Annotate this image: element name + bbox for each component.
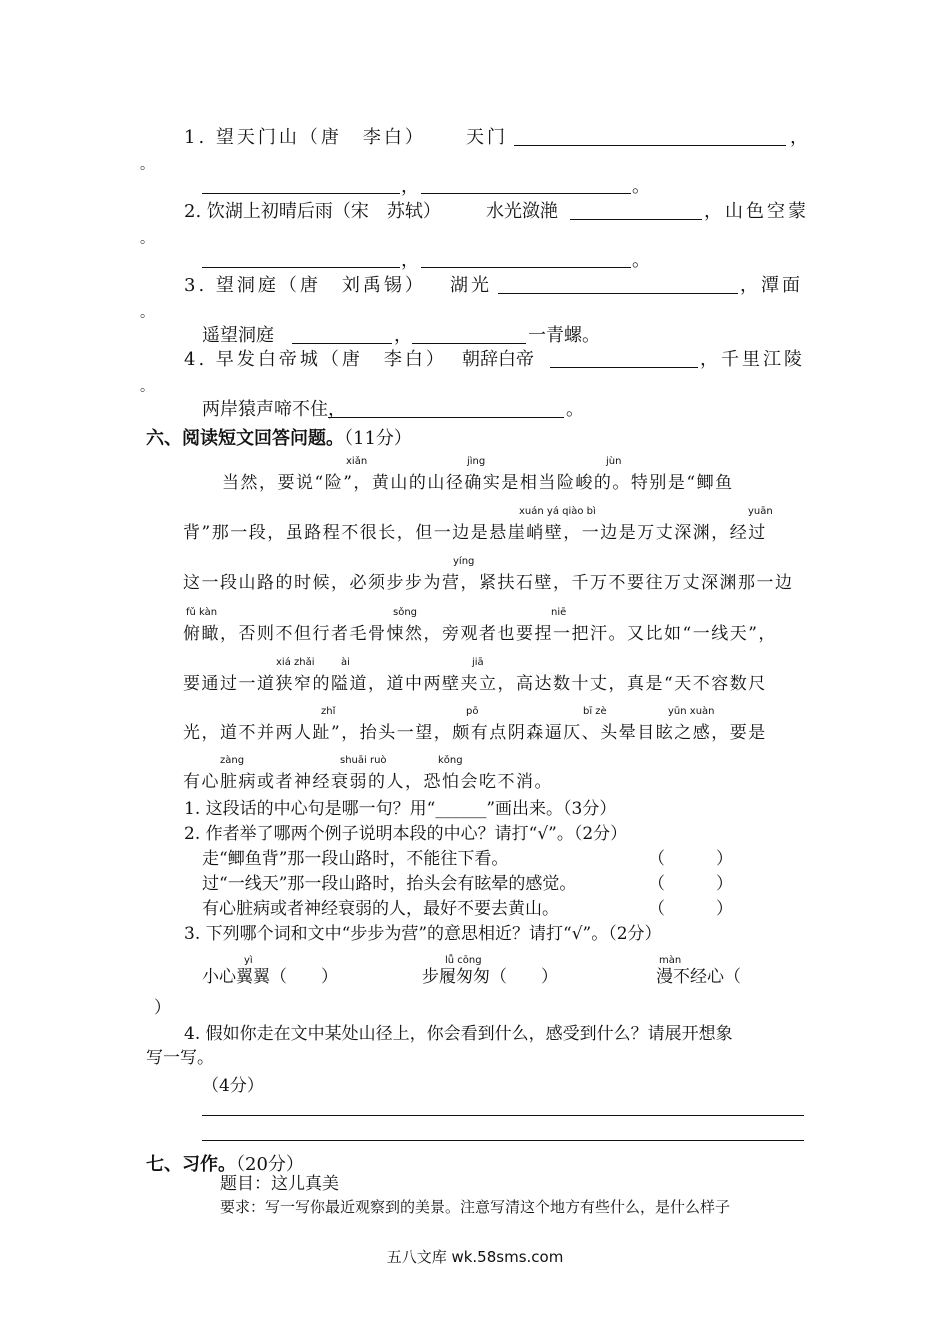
poem-3-dot: 。 <box>140 305 154 321</box>
poem-1-blank-3[interactable] <box>421 177 631 194</box>
section-6-score: （11分） <box>344 428 412 449</box>
pinyin-zhi: zhǐ <box>321 706 336 717</box>
q2-option-2-paren[interactable]: （ ） <box>648 874 733 894</box>
poem-2-line2-comma: ， <box>401 250 419 271</box>
question-2: 2. 作者举了哪两个例子说明本段的中心？请打“√”。（2分） <box>184 824 628 844</box>
poem-2-lead: 水光潋滟 <box>486 201 558 222</box>
section-7-score: （20分） <box>236 1154 304 1175</box>
q3-option-3[interactable]: 漫不经心（ <box>656 967 741 987</box>
poem-1-line2-end: 。 <box>632 176 650 197</box>
question-3: 3. 下列哪个词和文中“步步为营”的意思相近？请打“√”。（2分） <box>184 924 662 944</box>
poem-4-title: 4. 早发白帝城（唐 李白） <box>184 349 447 370</box>
pinyin-nie: niē <box>551 607 567 618</box>
poem-2-mid: ，山色空蒙 <box>704 201 809 222</box>
poem-3-line2-comma: ， <box>394 325 412 346</box>
poem-2-title: 2. 饮湖上初晴后雨（宋 苏轼） <box>184 201 441 222</box>
composition-topic: 题目：这儿真美 <box>220 1174 339 1194</box>
poem-4-line2-start: 两岸猿声啼不住， <box>202 399 346 420</box>
poem-2-blank-1[interactable] <box>570 203 702 220</box>
poem-3-line2-start: 遥望洞庭 <box>202 325 274 346</box>
passage-line-1: 当然，要说“险”，黄山的山径确实是相当险峻的。特别是“鲫鱼 <box>222 473 734 493</box>
poem-3-title: 3. 望洞庭（唐 刘禹锡） <box>184 275 426 296</box>
section-6-heading <box>146 424 412 450</box>
section-7-title: 七、习作。 <box>146 1154 236 1175</box>
question-1: 1. 这段话的中心句是哪一句？用“______”画出来。（3分） <box>184 799 617 819</box>
poem-4-mid: ，千里江陵 <box>700 349 805 370</box>
poem-1-title: 1. 望天门山（唐 李白） <box>184 127 426 148</box>
poem-1-blank-1[interactable] <box>514 129 786 146</box>
q2-option-1: 走“鲫鱼背”那一段山路时，不能往下看。 <box>202 849 509 869</box>
pinyin-yuan: yuān <box>748 506 773 517</box>
poem-2-blank-3[interactable] <box>421 251 631 268</box>
poem-3-blank-2[interactable] <box>292 327 392 344</box>
q3-option-1-pinyin: yì <box>244 955 253 966</box>
pinyin-jia: jiā <box>472 657 484 668</box>
pinyin-xuanya: xuán yá qiào bì <box>519 506 596 517</box>
poem-3-mid: ，潭面 <box>740 275 803 296</box>
pinyin-song: sǒng <box>393 607 418 618</box>
poem-1-line2-comma: ， <box>401 176 419 197</box>
q3-option-2[interactable]: 步履匆匆（ ） <box>422 967 558 987</box>
poem-4-line2-end: 。 <box>566 399 584 420</box>
answer-line-1[interactable] <box>202 1115 804 1116</box>
question-4-line-2: 写一写。 <box>146 1048 214 1068</box>
pinyin-ying: yíng <box>453 556 475 567</box>
poem-2-blank-2[interactable] <box>202 251 400 268</box>
passage-line-6: 光，道不并两人趾”，抬头一望，颇有点阴森逼仄、头晕目眩之感，要是 <box>183 723 767 743</box>
q3-option-1[interactable]: 小心翼翼（ ） <box>202 967 338 987</box>
pinyin-kong: kǒng <box>438 755 463 766</box>
pinyin-xian: xiǎn <box>346 456 368 467</box>
poem-2-line2-end: 。 <box>632 250 650 271</box>
question-4-score: （4分） <box>202 1076 264 1096</box>
passage-line-2: 背”那一段，虽路程不很长，但一边是悬崖峭壁，一边是万丈深渊，经过 <box>183 523 767 543</box>
poem-4-blank-1[interactable] <box>550 351 698 368</box>
poem-3-blank-3[interactable] <box>412 327 526 344</box>
section-6-title: 六、阅读短文回答问题。 <box>146 428 344 449</box>
poem-3-blank-1[interactable] <box>498 277 738 294</box>
pinyin-po: pō <box>466 706 479 717</box>
pinyin-fukan: fǔ kàn <box>186 607 218 618</box>
pinyin-jing: jìng <box>467 456 486 467</box>
poem-1-comma: ， <box>790 127 808 148</box>
pinyin-jun: jùn <box>606 456 622 467</box>
composition-requirement: 要求：写一写你最近观察到的美景。注意写清这个地方有些什么，是什么样子 <box>220 1198 731 1216</box>
passage-line-5: 要通过一道狭窄的隘道，道中两壁夹立，高达数十丈，真是“天不容数尺 <box>183 674 767 694</box>
pinyin-yunxuan: yūn xuàn <box>668 706 715 717</box>
q2-option-1-paren[interactable]: （ ） <box>648 849 733 869</box>
pinyin-ai: ài <box>341 657 350 668</box>
poem-1-lead: 天门 <box>466 127 508 148</box>
poem-1-dot: 。 <box>140 157 154 173</box>
poem-4-lead: 朝辞白帝 <box>462 349 534 370</box>
q3-option-2-pinyin: lǚ cōng <box>445 955 482 966</box>
q2-option-2: 过“一线天”那一段山路时，抬头会有眩晕的感觉。 <box>202 874 577 894</box>
pinyin-zang: zàng <box>220 755 245 766</box>
q2-option-3: 有心脏病或者神经衰弱的人，最好不要去黄山。 <box>202 899 559 919</box>
poem-2-dot: 。 <box>140 231 154 247</box>
passage-line-3: 这一段山路的时候，必须步步为营，紧扶石壁，千万不要往万丈深渊那一边 <box>183 573 794 593</box>
poem-1-blank-2[interactable] <box>202 177 400 194</box>
poem-3-line2-end: 一青螺。 <box>528 325 600 346</box>
pinyin-xiazhai: xiá zhǎi <box>276 657 315 668</box>
q3-option-3-pinyin: màn <box>659 955 682 966</box>
passage-line-4: 俯瞰，否则不但行者毛骨悚然，旁观者也要捏一把汗。又比如“一线天”， <box>183 624 777 644</box>
poem-3-lead: 湖光 <box>450 275 492 296</box>
pinyin-bize: bī zè <box>583 706 607 717</box>
footer-watermark: 五八文库 wk.58sms.com <box>386 1248 564 1266</box>
pinyin-shuairuo: shuāi ruò <box>340 755 387 766</box>
q3-option-3-close: ） <box>154 998 171 1018</box>
question-4-line-1: 4. 假如你走在文中某处山径上，你会看到什么，感受到什么？请展开想象 <box>184 1024 733 1044</box>
q2-option-3-paren[interactable]: （ ） <box>648 899 733 919</box>
passage-line-7: 有心脏病或者神经衰弱的人，恐怕会吃不消。 <box>183 772 553 792</box>
poem-4-blank-2[interactable] <box>328 401 564 418</box>
answer-line-2[interactable] <box>202 1140 804 1141</box>
poem-4-dot: 。 <box>140 379 154 395</box>
